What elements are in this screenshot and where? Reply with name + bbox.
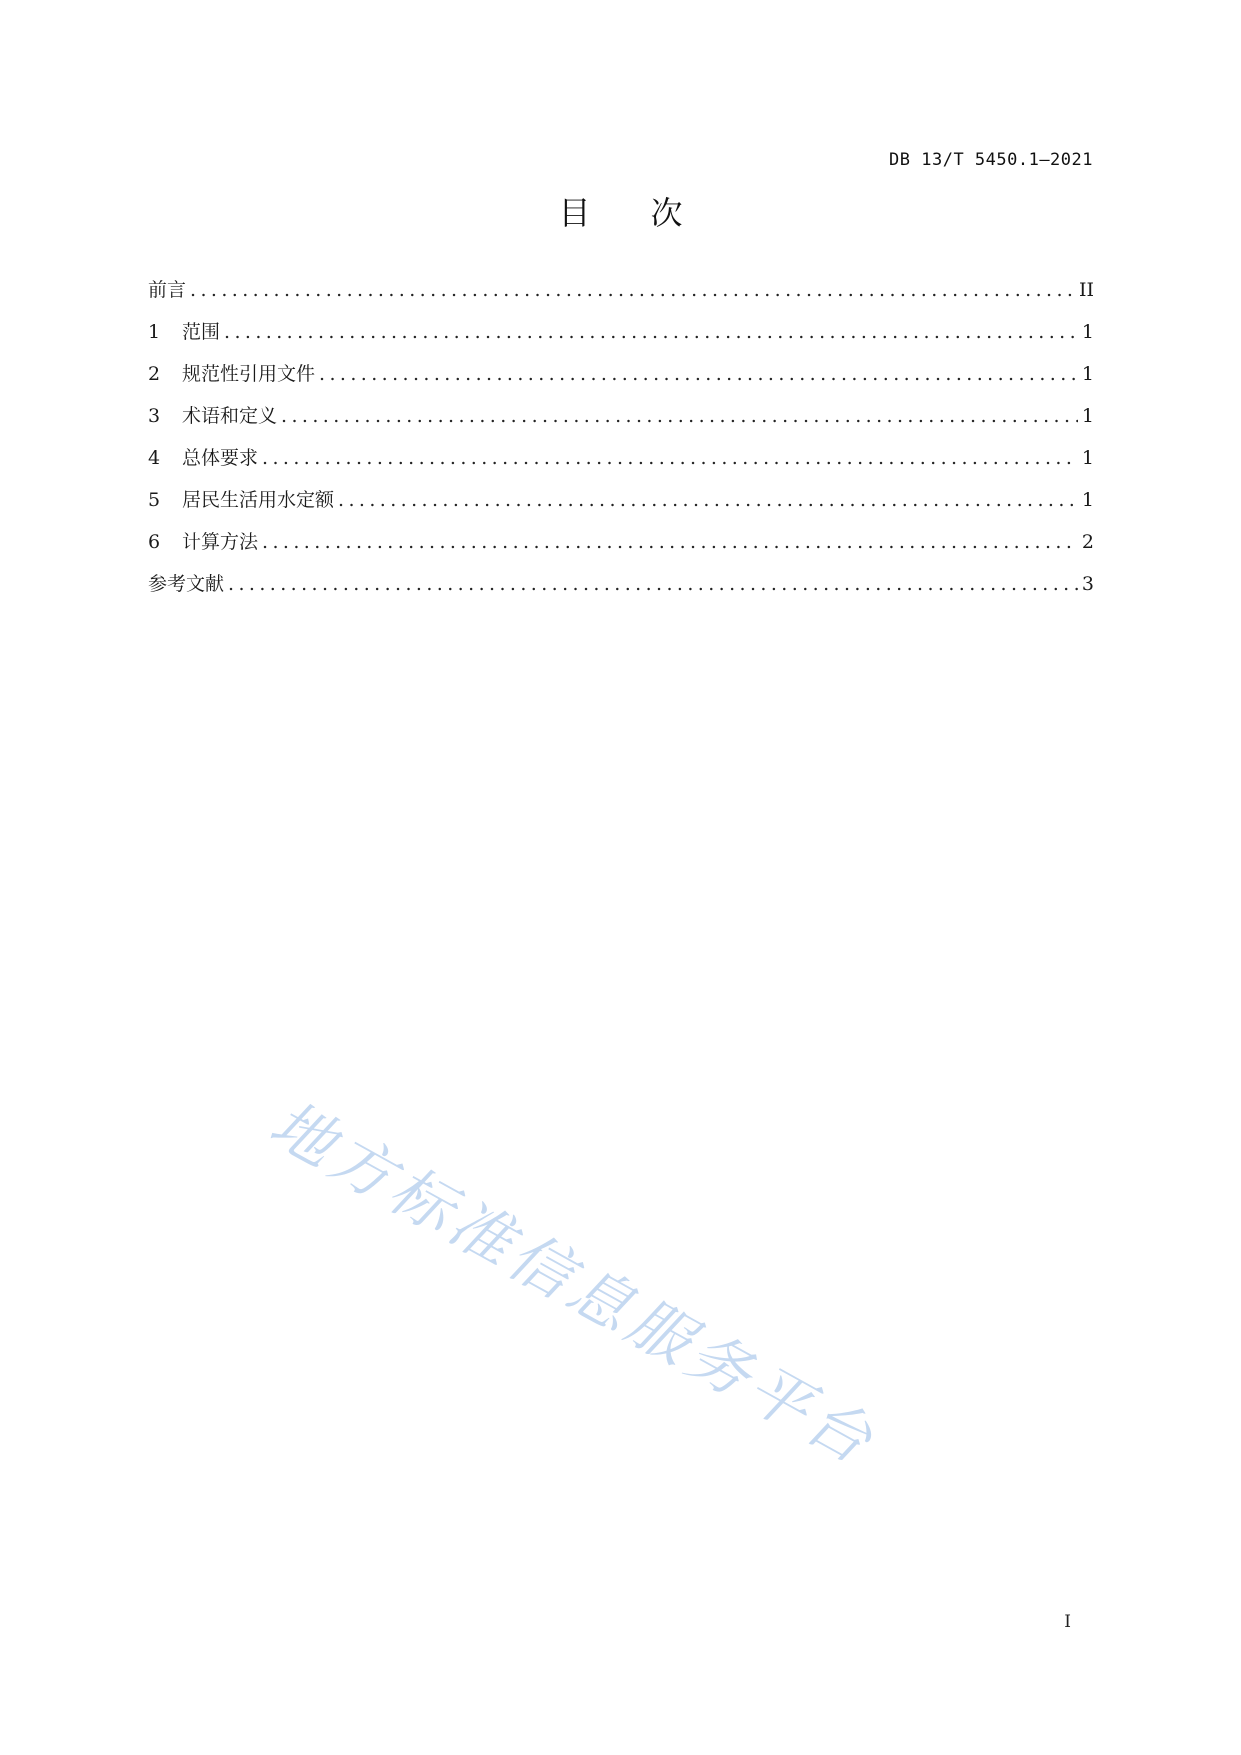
toc-item-number: 4 [148,448,161,469]
toc-item-page: 2 [1081,532,1094,553]
toc-item-title: 范围 [182,322,221,343]
table-of-contents [148,280,1094,616]
toc-leader-dots [262,448,1078,468]
toc-item-page: II [1078,280,1094,301]
page-number: I [1064,1612,1071,1632]
toc-item-water-quota[interactable] [148,490,1094,532]
toc-item-title: 总体要求 [182,448,259,469]
toc-leader-dots [262,532,1078,552]
toc-item-number: 2 [148,364,161,385]
toc-item-page: 1 [1081,406,1094,427]
toc-item-title: 计算方法 [182,532,259,553]
toc-item-title: 规范性引用文件 [182,364,316,385]
toc-item-terms-definitions[interactable] [148,406,1094,448]
page-title-char-2: 次 [650,194,683,232]
toc-leader-dots [338,490,1078,510]
toc-item-title: 术语和定义 [182,406,278,427]
toc-item-number: 1 [148,322,161,343]
toc-item-bibliography[interactable] [148,574,1094,616]
toc-item-calculation-method[interactable] [148,532,1094,574]
toc-leader-dots [281,406,1078,426]
toc-item-foreword[interactable] [148,280,1094,322]
toc-item-page: 1 [1081,490,1094,511]
toc-item-page: 1 [1081,364,1094,385]
toc-item-number: 5 [148,490,161,511]
toc-leader-dots [190,280,1075,300]
toc-item-scope[interactable] [148,322,1094,364]
toc-item-title: 前言 [148,280,187,301]
toc-item-page: 1 [1081,448,1094,469]
watermark: 地方标准信息服务平台 [258,1086,889,1480]
toc-item-page: 1 [1081,322,1094,343]
toc-item-number: 6 [148,532,161,553]
toc-item-general-requirements[interactable] [148,448,1094,490]
toc-leader-dots [228,574,1078,594]
toc-leader-dots [319,364,1078,384]
toc-item-title: 居民生活用水定额 [182,490,335,511]
toc-leader-dots [224,322,1078,342]
toc-item-number: 3 [148,406,161,427]
toc-item-normative-references[interactable] [148,364,1094,406]
toc-item-page: 3 [1081,574,1094,595]
page-title [0,188,1241,234]
page-title-char-1: 目 [558,194,591,232]
toc-item-title: 参考文献 [148,574,225,595]
document-code: DB 13/T 5450.1—2021 [889,150,1093,170]
